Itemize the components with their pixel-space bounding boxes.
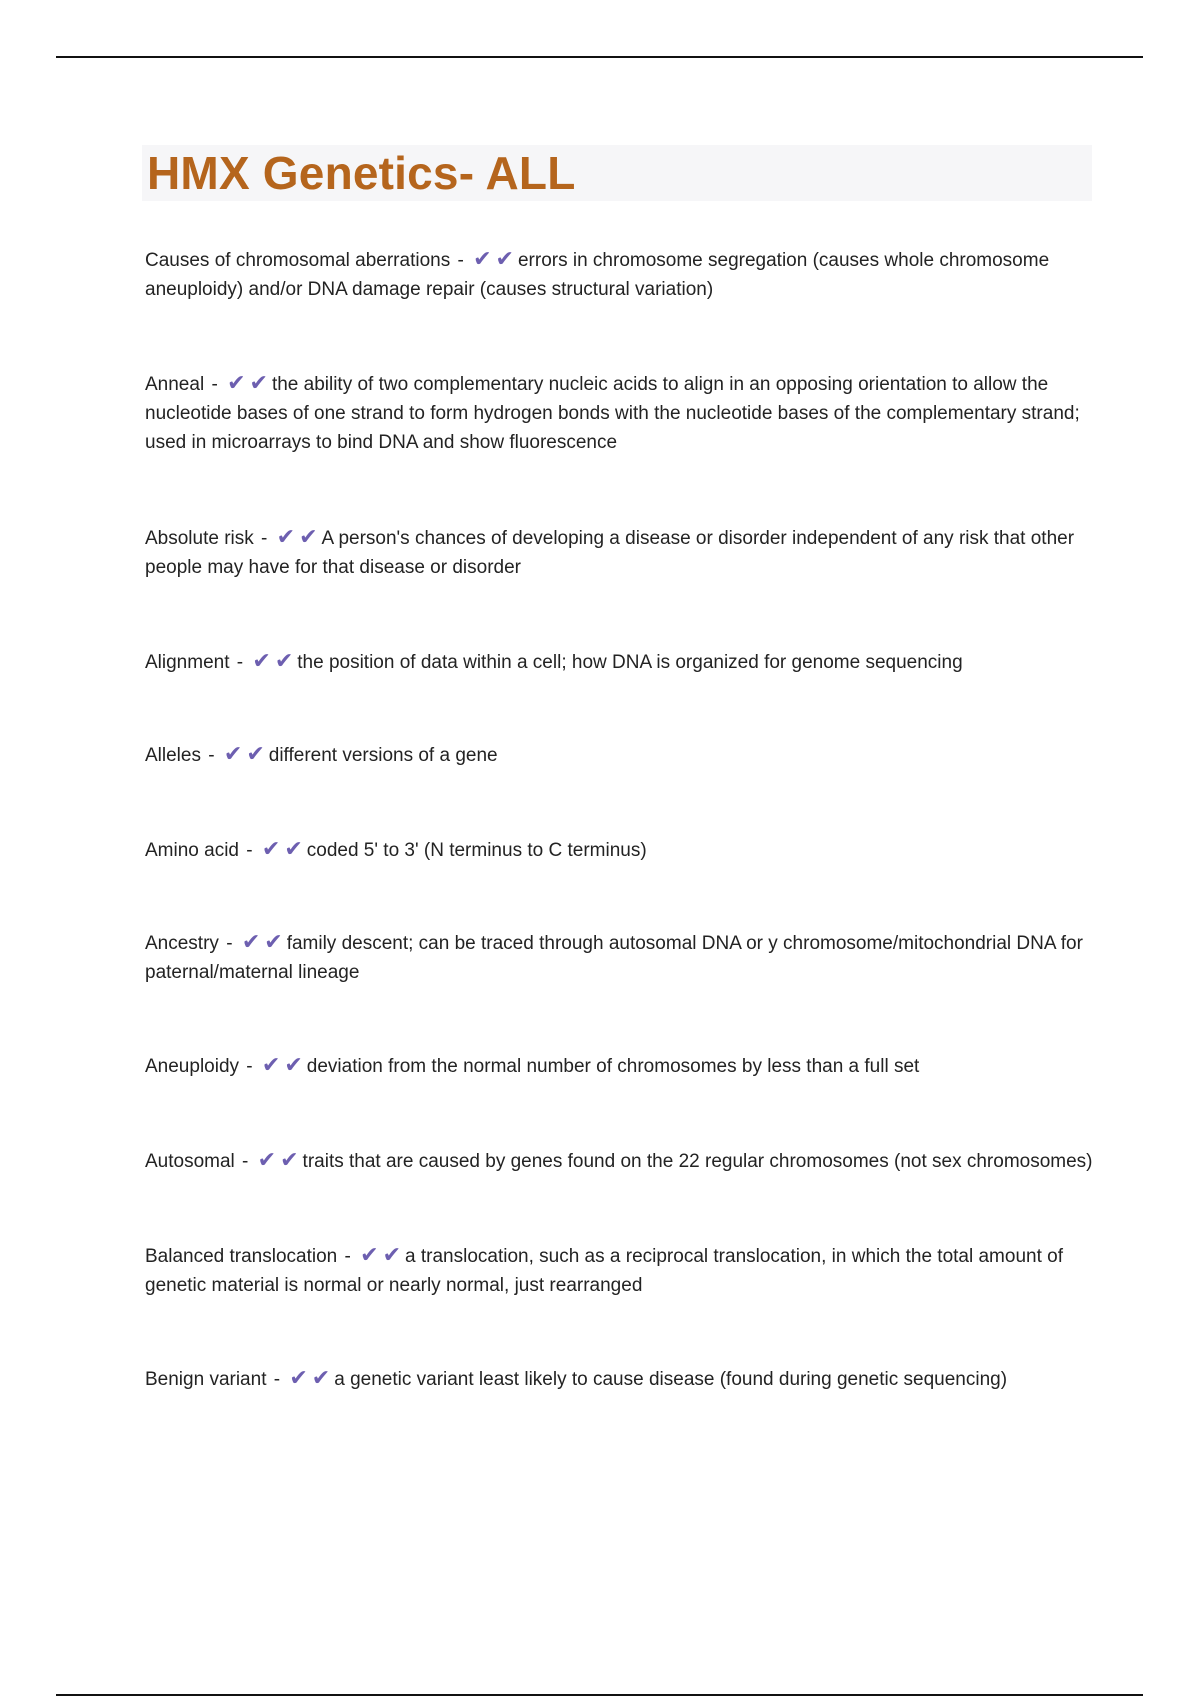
- term: Anneal: [145, 374, 205, 395]
- definition: family descent; can be traced through autosomal DNA or y chromosome/mitochondrial DNA for paternal/maternal lineage: [145, 933, 1083, 983]
- check-icon: ✔: [276, 524, 296, 549]
- definition: the position of data within a cell; how DNA is organized for genome sequencing: [297, 652, 963, 673]
- check-icon: ✔: [299, 524, 318, 549]
- list-item: Balanced translocation - ✔ ✔ a translocation, such as a reciprocal translocation, in which the total amount of genetic material is normal or nearly normal, just rearranged: [145, 1242, 1063, 1296]
- check-icon: ✔: [284, 1052, 303, 1077]
- list-item: Amino acid - ✔ ✔ coded 5' to 3' (N terminus to C terminus): [145, 836, 647, 861]
- definition: coded 5' to 3' (N terminus to C terminus): [306, 840, 647, 861]
- list-item: Absolute risk - ✔ ✔ A person's chances of developing a disease or disorder independent of any risk that other people may have for that disease or disorder: [145, 524, 1075, 578]
- definition: a translocation, such as a reciprocal translocation, in which the total amount of genetic material is normal or nearly normal, just rearranged: [145, 1246, 1063, 1296]
- check-icon: ✔: [274, 648, 294, 673]
- check-icon: ✔: [264, 929, 283, 954]
- definition: A person's chances of developing a disease or disorder independent of any risk that other people may have for that disease or disorder: [145, 528, 1075, 578]
- check-icon: ✔: [252, 648, 271, 673]
- term: Aneuploidy: [145, 1056, 240, 1077]
- term: Ancestry: [145, 933, 219, 954]
- check-icon: ✔: [382, 1242, 402, 1267]
- check-icon: ✔: [289, 1365, 308, 1390]
- check-icon: ✔: [280, 1147, 299, 1172]
- list-item: Autosomal - ✔ ✔ traits that are caused by genes found on the 22 regular chromosomes (not sex chromosomes): [145, 1147, 1093, 1172]
- list-item: Causes of chromosomal aberrations - ✔ ✔ errors in chromosome segregation (causes whole chromosome aneuploidy) and/or DNA damage repair (causes structural variation): [145, 246, 1050, 300]
- list-item: Benign variant - ✔ ✔ a genetic variant least likely to cause disease (found during genetic sequencing): [145, 1365, 1008, 1390]
- definition: traits that are caused by genes found on the 22 regular chromosomes (not sex chromosomes): [302, 1151, 1093, 1172]
- term: Amino acid: [145, 840, 239, 861]
- top-divider: [56, 56, 1143, 58]
- definition: errors in chromosome segregation (causes whole chromosome aneuploidy) and/or DNA damage repair (causes structural variation): [145, 250, 1050, 300]
- check-icon: ✔: [261, 836, 281, 861]
- flashcard-list: [145, 246, 1100, 1394]
- check-icon: ✔: [257, 1147, 277, 1172]
- check-icon: ✔: [360, 1242, 379, 1267]
- check-icon: ✔: [227, 370, 246, 395]
- definition: different versions of a gene: [268, 745, 498, 766]
- check-icon: ✔: [246, 741, 265, 766]
- check-icon: ✔: [241, 929, 261, 954]
- term: Alleles: [145, 745, 201, 766]
- check-icon: ✔: [495, 246, 514, 271]
- definition: the ability of two complementary nucleic acids to align in an opposing orientation to allow the nucleotide bases of one strand to form hydrogen bonds with the nucleotide bases of the complementary strand; used in microarrays to bind DNA and show fluorescence: [145, 374, 1080, 453]
- list-item: Alleles - ✔ ✔ different versions of a gene: [145, 741, 498, 766]
- list-item: Alignment - ✔ ✔ the position of data within a cell; how DNA is organized for genome sequencing: [145, 648, 963, 673]
- term: Autosomal: [145, 1151, 235, 1172]
- term: Absolute risk: [145, 528, 254, 549]
- bottom-divider: [56, 1694, 1143, 1696]
- term: Alignment: [145, 652, 230, 673]
- definition: a genetic variant least likely to cause disease (found during genetic sequencing): [334, 1369, 1008, 1390]
- list-item: Ancestry - ✔ ✔ family descent; can be traced through autosomal DNA or y chromosome/mitochondrial DNA for paternal/maternal lineage: [145, 929, 1083, 983]
- check-icon: ✔: [473, 246, 492, 271]
- list-item: Anneal - ✔ ✔ the ability of two complementary nucleic acids to align in an opposing orientation to allow the nucleotide bases of one strand to form hydrogen bonds with the nucleotide bases of the complementary strand; used in microarrays to bind DNA and show fluorescence: [145, 370, 1080, 453]
- check-icon: ✔: [311, 1365, 331, 1390]
- definition: deviation from the normal number of chromosomes by less than a full set: [306, 1056, 920, 1077]
- page-title: HMX Genetics- ALL: [147, 147, 576, 199]
- check-icon: ✔: [284, 836, 303, 861]
- check-icon: ✔: [261, 1052, 281, 1077]
- list-item: Aneuploidy - ✔ ✔ deviation from the normal number of chromosomes by less than a full set: [145, 1052, 920, 1077]
- term: Causes of chromosomal aberrations: [145, 250, 451, 271]
- term: Benign variant: [145, 1369, 267, 1390]
- term: Balanced translocation: [145, 1246, 338, 1267]
- check-icon: ✔: [249, 370, 268, 395]
- check-icon: ✔: [223, 741, 243, 766]
